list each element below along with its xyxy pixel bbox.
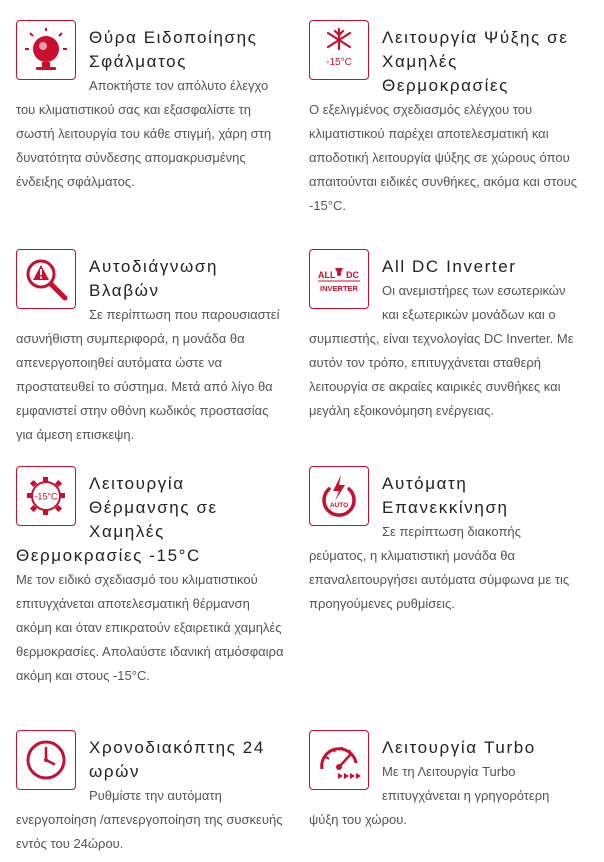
feature-low-temp-cooling [309,20,581,218]
feature-title: Αυτοδιάγνωση Βλαβών [89,257,219,300]
svg-text:DC: DC [346,270,359,280]
alarm-bell-icon [16,20,76,80]
svg-text:INVERTER: INVERTER [320,284,358,293]
magnifier-warning-icon [16,249,76,309]
feature-low-temp-heating [16,466,288,688]
feature-description: Οι ανεμιστήρες των εσωτερικών και εξωτερικών μονάδων και ο συμπιεστής, είναι τεχνολογίας DC Inverter. Με αυτόν τον τρόπο, επιτυγχάνεται σταθερή λειτουργία σε ακραίες καιρικές συνθήκες και μεγάλη εξοικονόμηση ενέργειας. [309,283,574,418]
sun-gear-icon [16,466,76,526]
clock-icon [16,730,76,790]
svg-text:AUTO: AUTO [329,502,349,509]
feature-24h-timer [16,730,288,856]
feature-title: Λειτουργία Turbo [382,738,536,757]
feature-auto-restart [309,466,581,616]
feature-description: Αποκτήστε τον απόλυτο έλεγχο του κλιματιστικού σας και εξασφαλίστε τη σωστή λειτουργία του κάθε στιγμή, χάρη στη δυνατότητα σύνδεσης απομακρυσμένης ένδειξης σφάλματος. [16,78,272,189]
feature-turbo-mode [309,730,581,832]
feature-description: Ο εξελιγμένος σχεδιασμός ελέγχου του κλιματιστικού παρέχει αποτελεσματική και αποδοτική λειτουργία ψύξης σε χώρους όπου απαιτούνται ειδικές συνθήκες, ακόμα και στους -15°C. [309,102,577,213]
feature-description: Με τον ειδικό σχεδιασμό του κλιματιστικού επιτυγχάνεται αποτελεσματική θέρμανση ακόμη και όταν επικρατούν εξαιρετικά χαμηλές θερμοκρασίες. Απολαύστε ιδανική ατμόσφαιρα ακόμη και στους -15°C. [16,572,284,683]
all-dc-inverter-icon [309,249,369,309]
feature-title: Λειτουργία Θέρμανσης σε Χαμηλές Θερμοκρασίες -15°C [16,474,218,565]
feature-all-dc-inverter [309,249,581,423]
feature-title: Χρονοδιακόπτης 24 ωρών [89,738,265,781]
feature-title: Θύρα Ειδοποίησης Σφάλματος [89,28,258,71]
svg-text:ALL: ALL [318,270,336,280]
snowflake-icon [309,20,369,80]
feature-title: Λειτουργία Ψύξης σε Χαμηλές Θερμοκρασίες [382,28,569,95]
auto-restart-icon [309,466,369,526]
feature-description: Ρυθμίστε την αυτόματη ενεργοποίηση /απενεργοποίηση της συσκευής εντός του 24ώρου. [16,788,283,851]
feature-description: Σε περίπτωση διακοπής ρεύματος, η κλιματιστική μονάδα θα επαναλειτουργήσει αυτόματα σύμφωνα με τις προηγούμενες ρυθμίσεις. [309,524,570,611]
feature-description: Σε περίπτωση που παρουσιαστεί ασυνήθιστη συμπεριφορά, η μονάδα θα απενεργοποιηθεί αυτόματα ώστε να προστατευθεί το σύστημα. Μετά από λίγο θα εμφανιστεί στην οθόνη κωδικός προστασίας για άμεση επισκεψη. [16,307,280,442]
feature-self-diagnosis [16,249,288,447]
feature-title: All DC Inverter [382,257,517,276]
svg-text:-15°C: -15°C [34,491,58,502]
svg-text:-15°C: -15°C [326,57,352,68]
feature-description: Με τη Λειτουργία Turbo επιτυγχάνεται η γρηγορότερη ψύξη του χώρου. [309,764,550,827]
feature-title: Αυτόματη Επανεκκίνηση [382,474,509,517]
turbo-gauge-icon [309,730,369,790]
feature-error-alarm-port [16,20,288,194]
